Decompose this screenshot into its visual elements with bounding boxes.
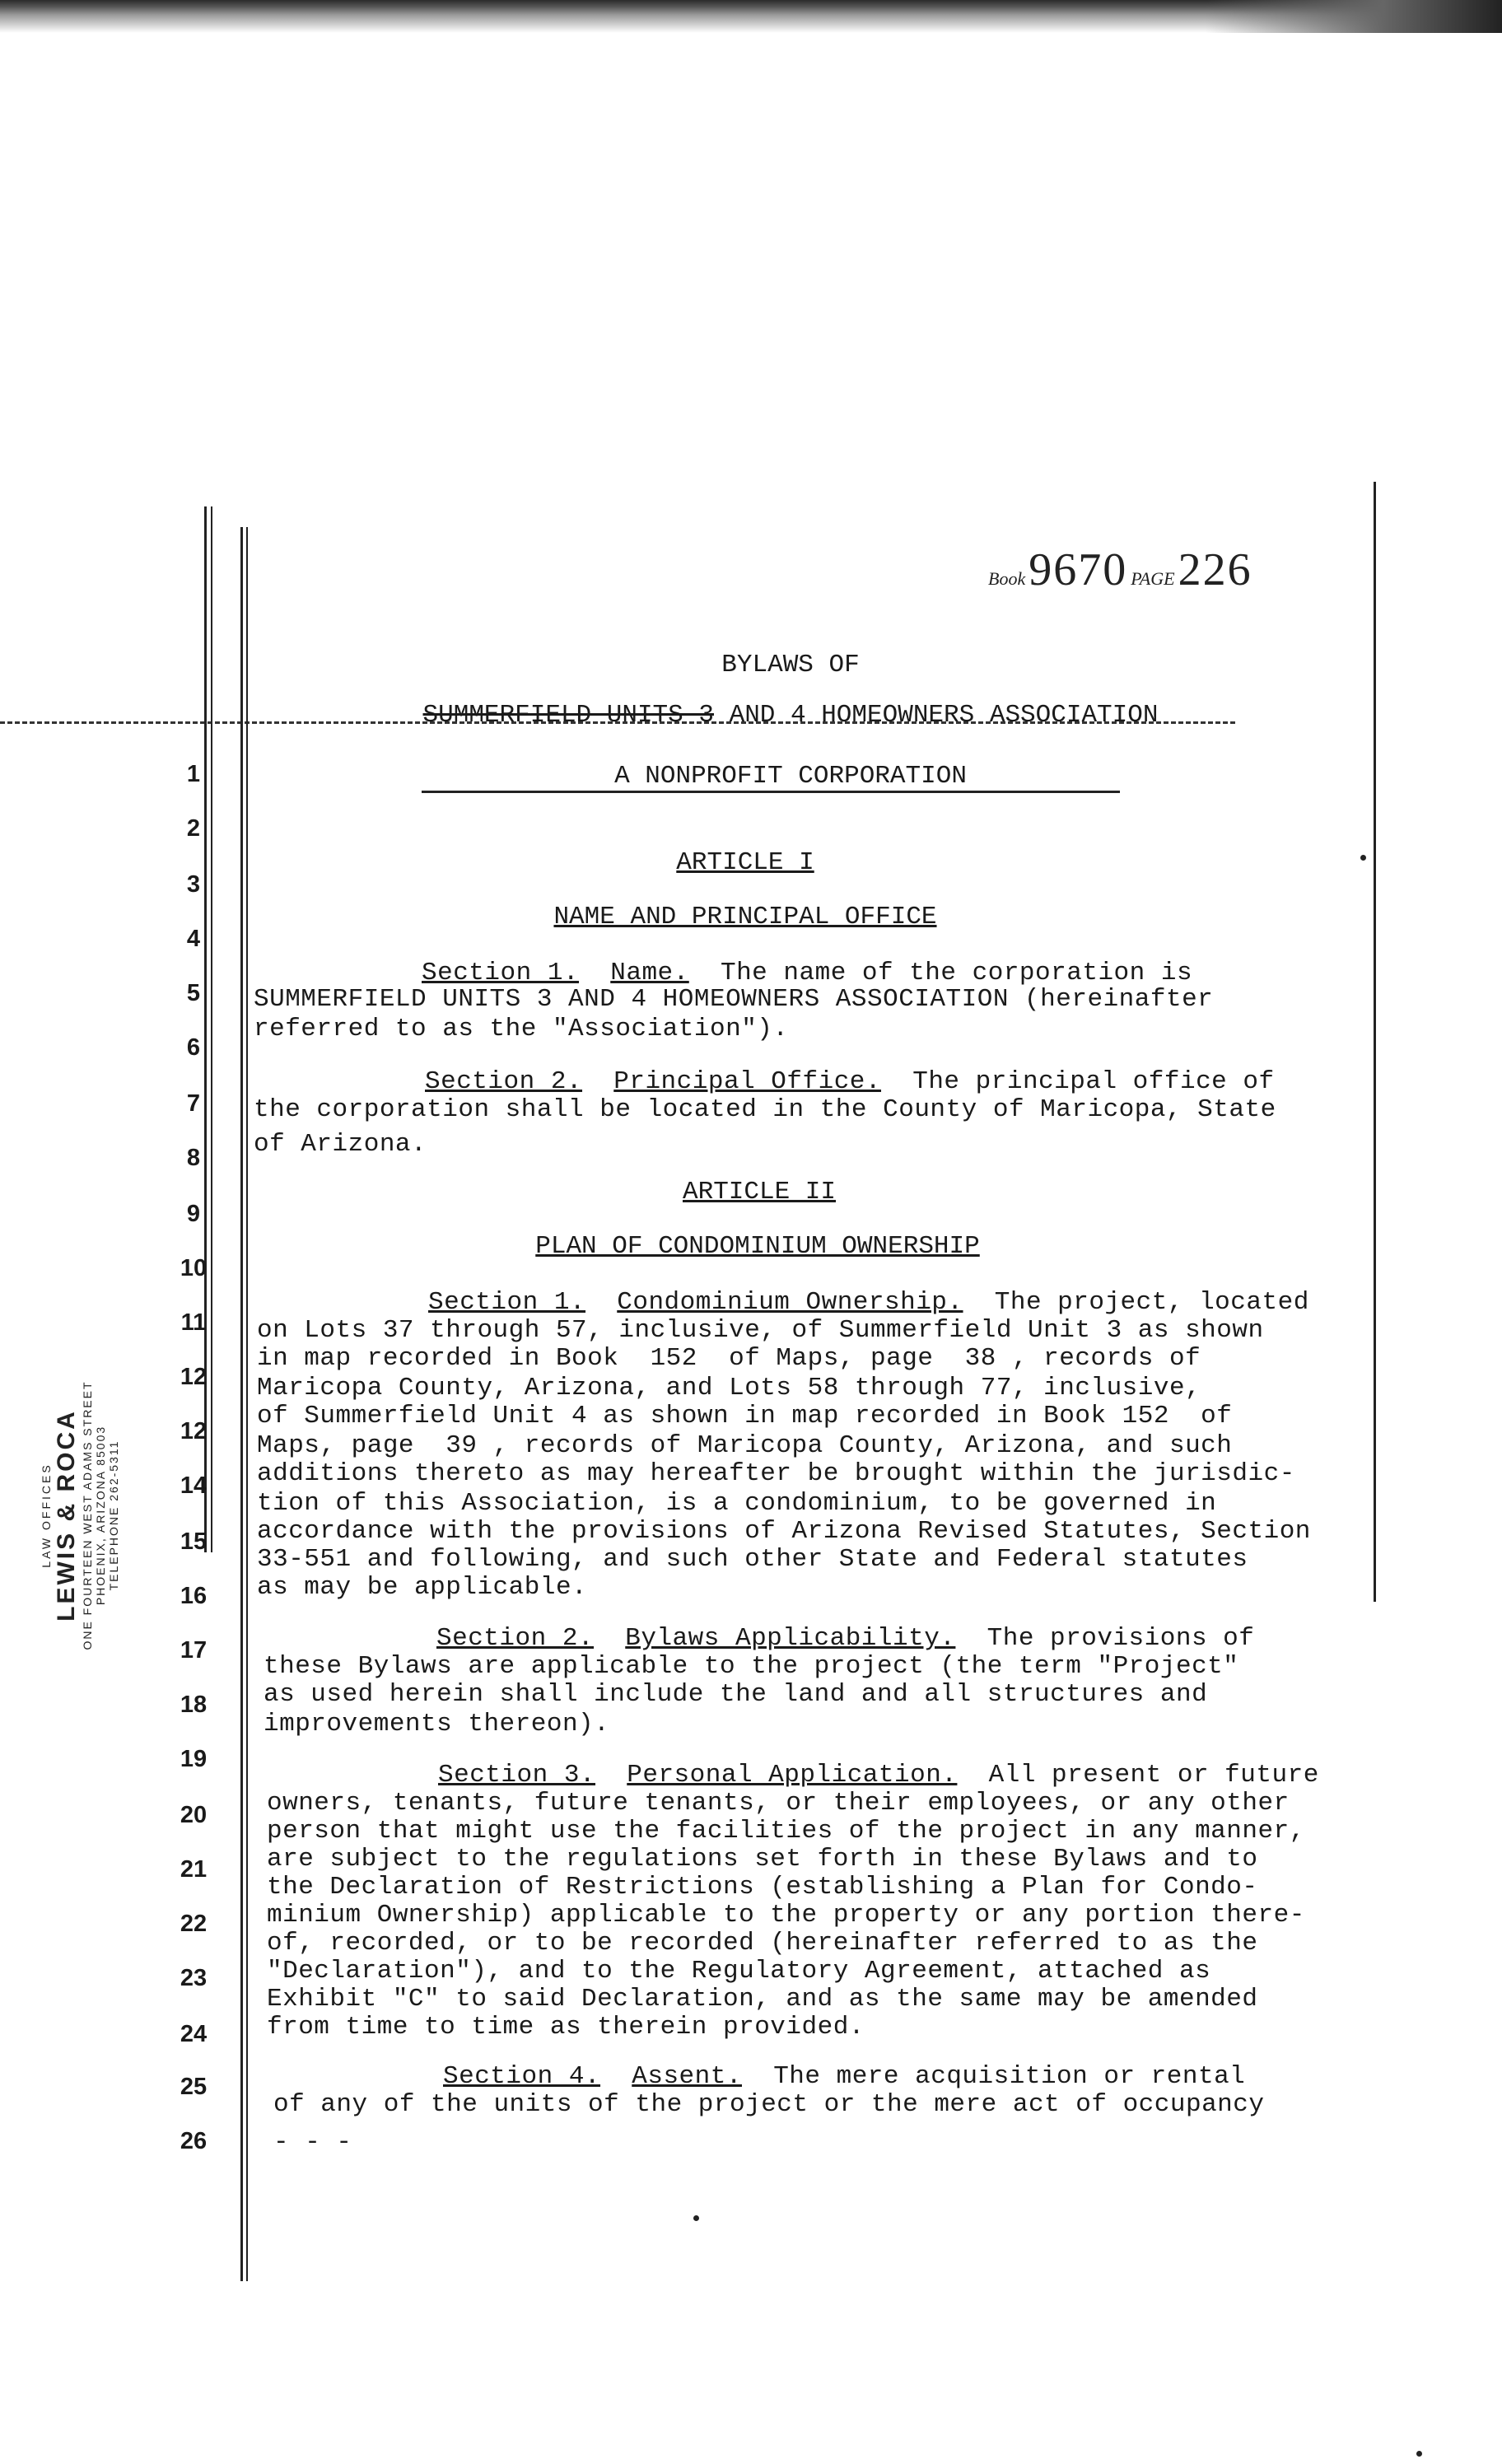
a2-s3-line2: owners, tenants, future tenants, or their employees, or any other (267, 1789, 1290, 1818)
title-rule (422, 791, 1120, 793)
line-number: 23 (180, 1965, 208, 1991)
a1-s1-text1: The name of the corporation is (688, 959, 1193, 987)
right-margin-rule (1374, 482, 1376, 1602)
law-office-stamp (31, 1285, 138, 1746)
a2-s2-line1 (436, 1624, 1254, 1653)
a2-s1-line5: of Summerfield Unit 4 as shown in map recorded in Book 152 of (257, 1402, 1233, 1430)
a2-s3-line8: "Declaration"), and to the Regulatory Agreement, attached as (267, 1957, 1211, 1986)
law-office-firm: LEWIS & ROCA (53, 1409, 80, 1622)
a2-s3-line4: are subject to the regulations set forth in these Bylaws and to (267, 1845, 1258, 1874)
line-number: 20 (180, 1802, 208, 1828)
a2-s3-line1 (438, 1761, 1319, 1790)
line-number: 14 (180, 1472, 208, 1499)
a1-s2-line2: the corporation shall be located in the County of Maricopa, State (254, 1095, 1276, 1124)
line-number: 8 (186, 1145, 201, 1171)
law-office-address-1: ONE FOURTEEN WEST ADAMS STREET (81, 1380, 94, 1650)
title-line2 (296, 701, 1285, 730)
a2-s4-title: Assent. (632, 2062, 742, 2091)
line-number: 12 (180, 1364, 208, 1390)
a2-s4-line1 (443, 2062, 1245, 2091)
book-page-stamp (988, 544, 1252, 596)
a2-s1-line1 (428, 1288, 1309, 1317)
article1-heading: ARTICLE I (676, 848, 814, 877)
article2-subheading: PLAN OF CONDOMINIUM OWNERSHIP (535, 1232, 980, 1261)
a2-s3-line7: of, recorded, or to be recorded (hereinafter referred to as the (267, 1929, 1258, 1958)
a1-s2-line3: of Arizona. (254, 1130, 427, 1159)
title-line2-rest: AND 4 HOMEOWNERS ASSOCIATION (713, 701, 1159, 730)
a2-s1-line3: in map recorded in Book 152 of Maps, page 38 , records of (257, 1344, 1201, 1373)
a2-s2-label: Section 2. (436, 1624, 595, 1653)
a2-s3-title: Personal Application. (627, 1761, 958, 1790)
left-margin-rule-inner (211, 506, 212, 1552)
a1-s1-line2: SUMMERFIELD UNITS 3 AND 4 HOMEOWNERS ASSOCIATION (hereinafter (254, 985, 1214, 1014)
page-label: PAGE (1131, 568, 1175, 589)
a2-s4-label: Section 4. (443, 2062, 601, 2091)
a2-s1-line9: accordance with the provisions of Arizona Revised Statutes, Section (257, 1517, 1311, 1546)
line-number: 18 (180, 1692, 208, 1718)
law-office-label: LAW OFFICES (40, 1463, 53, 1568)
a2-s3-label: Section 3. (438, 1761, 596, 1790)
line-number-rule-inner (246, 527, 248, 2281)
a2-s3-line3: person that might use the facilities of the project in any manner, (267, 1817, 1305, 1846)
a1-s1-label: Section 1. (422, 959, 580, 987)
a2-s2-line2: these Bylaws are applicable to the project (the term "Project" (264, 1652, 1239, 1681)
line-number: 24 (180, 2021, 208, 2047)
a2-s1-text1: The project, located (963, 1288, 1309, 1317)
a1-s1-line3: referred to as the "Association"). (254, 1015, 789, 1043)
a2-s1-line8: tion of this Association, is a condominium, to be governed in (257, 1489, 1217, 1518)
a1-s2-title: Principal Office. (613, 1067, 882, 1096)
scan-speck (1360, 855, 1366, 861)
a2-s2-line3: as used herein shall include the land and all structures and (264, 1680, 1208, 1709)
a2-s2-text1: The provisions of (955, 1624, 1255, 1653)
line-number: 21 (180, 1856, 208, 1883)
a2-s4-line3: - - - (273, 2128, 352, 2157)
line-number: 26 (180, 2128, 208, 2154)
a1-s2-text1: The principal office of (881, 1067, 1275, 1096)
a1-s1-line1 (422, 959, 1192, 987)
a2-s1-line6: Maps, page 39 , records of Maricopa County, Arizona, and such (257, 1431, 1233, 1460)
line-number: 1 (186, 761, 201, 787)
line-number: 9 (186, 1201, 201, 1227)
law-office-address-2: PHOENIX, ARIZONA 85003 (94, 1425, 107, 1606)
a2-s1-line10: 33-551 and following, and such other State and Federal statutes (257, 1545, 1248, 1574)
line-number: 17 (180, 1637, 208, 1664)
line-number: 2 (186, 815, 201, 842)
line-number: 10 (180, 1255, 208, 1281)
a2-s1-title: Condominium Ownership. (617, 1288, 963, 1317)
a1-s2-label: Section 2. (425, 1067, 583, 1096)
a2-s1-label: Section 1. (428, 1288, 586, 1317)
line-number: 22 (180, 1911, 208, 1937)
title-line1: BYLAWS OF (721, 651, 860, 679)
article1-subheading: NAME AND PRINCIPAL OFFICE (553, 903, 937, 931)
a1-s1-title: Name. (610, 959, 689, 987)
a2-s2-title: Bylaws Applicability. (625, 1624, 956, 1653)
line-number: 3 (186, 871, 201, 898)
a2-s1-line2: on Lots 37 through 57, inclusive, of Summerfield Unit 3 as shown (257, 1316, 1264, 1345)
page-number: 226 (1178, 544, 1252, 595)
line-number: 16 (180, 1583, 208, 1609)
book-number: 9670 (1029, 544, 1128, 595)
line-number: 7 (186, 1090, 201, 1117)
scan-speck (1416, 2451, 1422, 2457)
line-number: 12 (180, 1418, 208, 1444)
line-number: 5 (186, 980, 201, 1006)
a2-s3-line9: Exhibit "C" to said Declaration, and as the same may be amended (267, 1985, 1258, 2014)
a2-s1-line7: additions thereto as may hereafter be brought within the jurisdic- (257, 1459, 1295, 1488)
article2-heading: ARTICLE II (682, 1178, 837, 1206)
a2-s1-line4: Maricopa County, Arizona, and Lots 58 through 77, inclusive, (257, 1374, 1201, 1402)
a2-s3-line6: minium Ownership) applicable to the property or any portion there- (267, 1901, 1305, 1930)
left-margin-rule (204, 506, 207, 1552)
scan-speck (693, 2215, 699, 2221)
line-number: 15 (180, 1528, 208, 1555)
line-number: 4 (186, 926, 201, 952)
a2-s3-line5: the Declaration of Restrictions (establishing a Plan for Condo- (267, 1873, 1258, 1902)
line-number-rule (240, 527, 243, 2281)
book-label: Book (988, 568, 1026, 589)
title-line3: A NONPROFIT CORPORATION (614, 762, 967, 791)
scan-border-top-right (1206, 0, 1502, 33)
a2-s3-text1: All present or future (957, 1761, 1319, 1790)
law-office-telephone: TELEPHONE 262-5311 (107, 1440, 120, 1591)
a2-s2-line4: improvements thereon). (264, 1710, 610, 1738)
a2-s1-line11: as may be applicable. (257, 1573, 588, 1602)
line-number: 25 (180, 2074, 208, 2100)
a2-s4-text1: The mere acquisition or rental (741, 2062, 1246, 2091)
line-number: 19 (180, 1746, 208, 1772)
a2-s4-line2: of any of the units of the project or the mere act of occupancy (273, 2090, 1265, 2119)
line-number: 6 (186, 1034, 201, 1061)
title-line2-struck: SUMMERFIELD UNITS 3 (422, 701, 714, 730)
a2-s3-line10: from time to time as therein provided. (267, 2013, 865, 2042)
line-number: 11 (180, 1309, 207, 1336)
a1-s2-line1 (425, 1067, 1275, 1096)
